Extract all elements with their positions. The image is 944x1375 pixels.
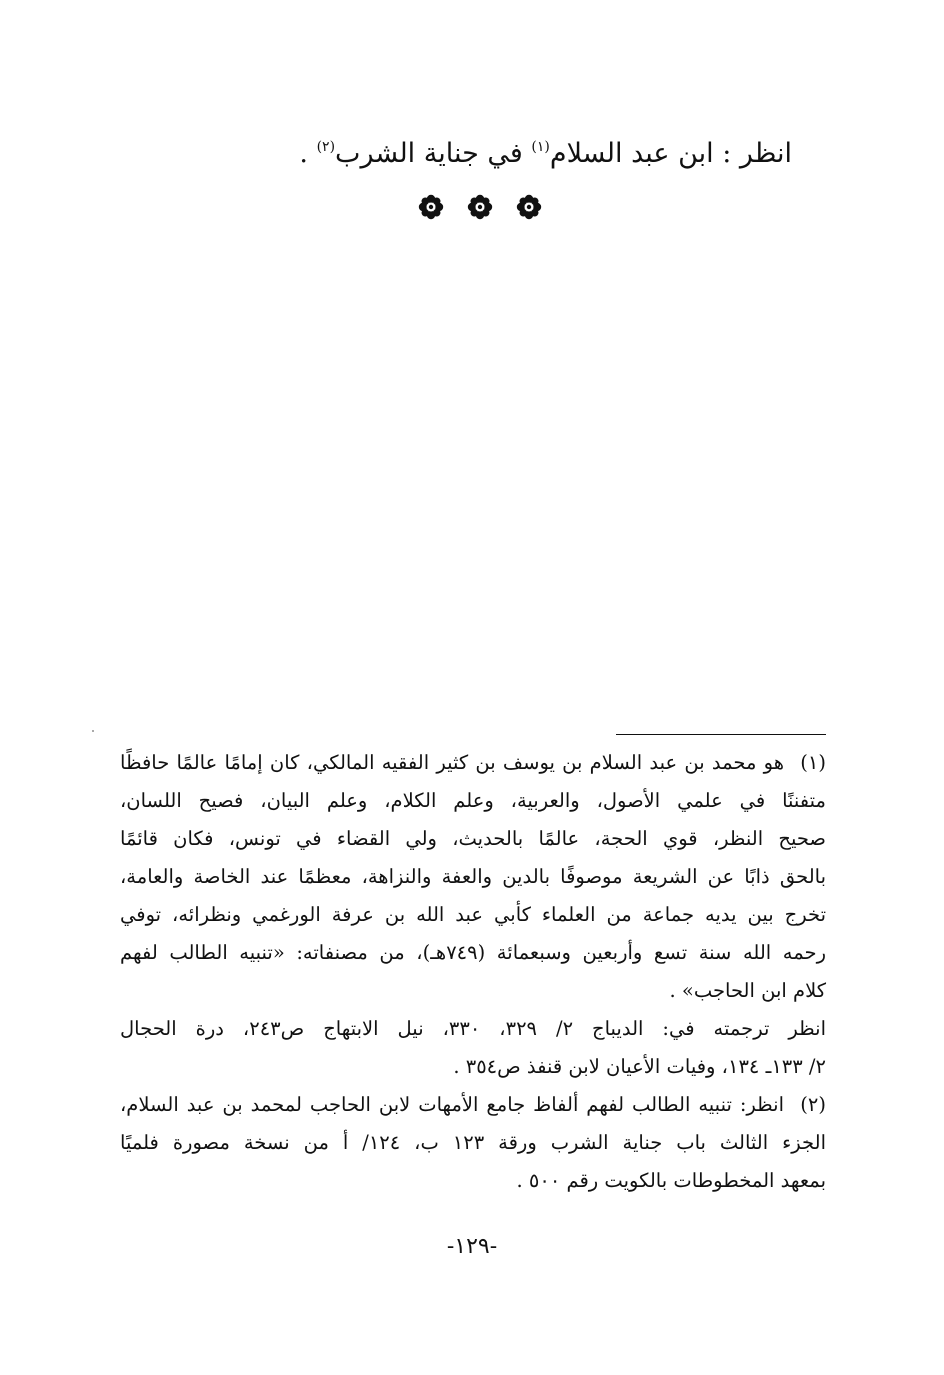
footnote-2: [120, 1086, 826, 1200]
footnote-ref-1[interactable]: (١): [531, 139, 550, 155]
footnote-ref-2[interactable]: (٢): [316, 139, 336, 155]
footnote-line: الجزء الثالث باب جناية الشرب ورقة ١٢٣ ب، ١٢٤/ أ من نسخة مصورة فلميًا: [120, 1131, 826, 1154]
section-separator: [418, 192, 542, 226]
footnote-line: بمعهد المخطوطات بالكويت رقم ٥٠٠ .: [516, 1169, 826, 1192]
footnote-line: هو محمد بن عبد السلام بن يوسف بن كثير الفقيه المالكي، كان إمامًا عالمًا حافظًا: [120, 751, 784, 774]
footnote-number: (٢): [800, 1093, 826, 1116]
footnote-1: [120, 744, 826, 1086]
footnote-line: تخرج بين يديه جماعة من العلماء كأبي عبد الله بن عرفة الورغمي ونظرائه، توفي: [120, 903, 826, 926]
footnote-line: رحمه الله سنة تسع وأربعين وسبعمائة (٧٤٩هـ)، من مصنفاته: «تنبيه الطالب لفهم: [120, 941, 826, 964]
footnotes: [120, 744, 826, 1200]
main-text-middle: في جناية الشرب: [335, 138, 532, 169]
footnote-line: انظر: تنبيه الطالب لفهم ألفاظ جامع الأمهات لابن الحاجب لمحمد بن عبد السلام،: [120, 1093, 784, 1116]
main-text: [132, 132, 792, 176]
margin-mark: [92, 730, 94, 732]
flower-ornament-icon: [516, 194, 542, 224]
footnote-line: كلام ابن الحاجب» .: [669, 979, 826, 1002]
flower-ornament-icon: [467, 194, 493, 224]
footnote-number: (١): [800, 751, 826, 774]
footnote-line: ٢/ ١٣٣ـ ١٣٤، وفيات الأعيان لابن قنفذ ص٣٥٤ .: [453, 1055, 826, 1078]
main-text-suffix: .: [299, 138, 317, 169]
footnote-line: متفننًا في علمي الأصول، والعربية، وعلم الكلام، وعلم البيان، فصيح اللسان،: [120, 789, 826, 812]
page-number: -١٢٩-: [446, 1234, 498, 1259]
footnote-line: انظر ترجمته في: الديباج ٢/ ٣٢٩، ٣٣٠، نيل الابتهاج ص٢٤٣، درة الحجال: [120, 1017, 826, 1040]
footnote-line: بالحق ذابًا عن الشريعة موصوفًا بالدين والعفة والنزاهة، معظمًا عند الخاصة والعامة،: [120, 865, 826, 888]
footnote-line: صحيح النظر، قوي الحجة، عالمًا بالحديث، ولي القضاء في تونس، فكان قائمًا: [120, 827, 826, 850]
main-text-prefix: انظر : ابن عبد السلام: [549, 138, 792, 169]
footnote-separator: [616, 734, 826, 735]
flower-ornament-icon: [418, 194, 444, 224]
